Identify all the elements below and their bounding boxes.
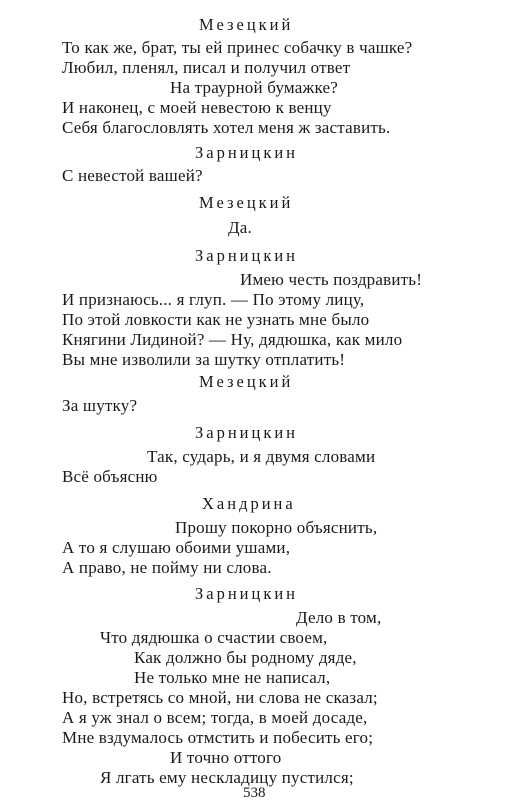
verse-line: И точно оттого xyxy=(170,748,282,767)
verse-line: Что дядюшка о счастии своем, xyxy=(100,628,328,647)
verse-line: Себя благословлять хотел меня ж заставить. xyxy=(62,118,391,137)
page-number: 538 xyxy=(243,785,266,801)
verse-line: Не только мне не написал, xyxy=(134,668,331,687)
speaker-name: Зарницкин xyxy=(195,143,299,162)
verse-line: Мне вздумалось отмстить и побесить его; xyxy=(62,728,374,747)
verse-line: А я уж знал о всем; тогда, в моей досаде, xyxy=(62,708,368,727)
verse-line: Как должно бы родному дяде, xyxy=(134,648,357,667)
verse-line: И наконец, с моей невестою к венцу xyxy=(62,98,332,117)
verse-line: Прошу покорно объяснить, xyxy=(175,518,378,537)
verse-line: За шутку? xyxy=(62,396,138,415)
verse-line: С невестой вашей? xyxy=(62,166,203,185)
speaker-name: Мезецкий xyxy=(199,15,294,34)
speaker-name: Зарницкин xyxy=(195,584,299,603)
verse-line: А право, не пойму ни слова. xyxy=(62,558,272,577)
verse-line: Так, сударь, и я двумя словами xyxy=(147,447,376,466)
verse-line: Любил, пленял, писал и получил ответ xyxy=(62,58,351,77)
verse-line: То как же, брат, ты ей принес собачку в чашке? xyxy=(62,38,413,57)
verse-line: И признаюсь... я глуп. — По этому лицу, xyxy=(62,290,365,309)
verse-line: Дело в том, xyxy=(296,608,382,627)
speaker-name: Хандрина xyxy=(202,494,296,513)
verse-line: Но, встретясь со мной, ни слова не сказал; xyxy=(62,688,378,707)
speaker-name: Зарницкин xyxy=(195,246,299,265)
speaker-name: Мезецкий xyxy=(199,372,294,391)
verse-line: Да. xyxy=(228,218,252,237)
verse-line: Я лгать ему нескладицу пустился; xyxy=(100,768,354,787)
verse-line: Княгини Лидиной? — Ну, дядюшка, как мило xyxy=(62,330,403,349)
speaker-name: Мезецкий xyxy=(199,193,294,212)
verse-line: Всё объясню xyxy=(62,467,158,486)
verse-line: Имею честь поздравить! xyxy=(240,270,423,289)
verse-line: Вы мне изволили за шутку отплатить! xyxy=(62,350,346,369)
verse-line: На траурной бумажке? xyxy=(170,78,338,97)
speaker-name: Зарницкин xyxy=(195,423,299,442)
verse-line: А то я слушаю обоими ушами, xyxy=(62,538,291,557)
verse-line: По этой ловкости как не узнать мне было xyxy=(62,310,370,329)
